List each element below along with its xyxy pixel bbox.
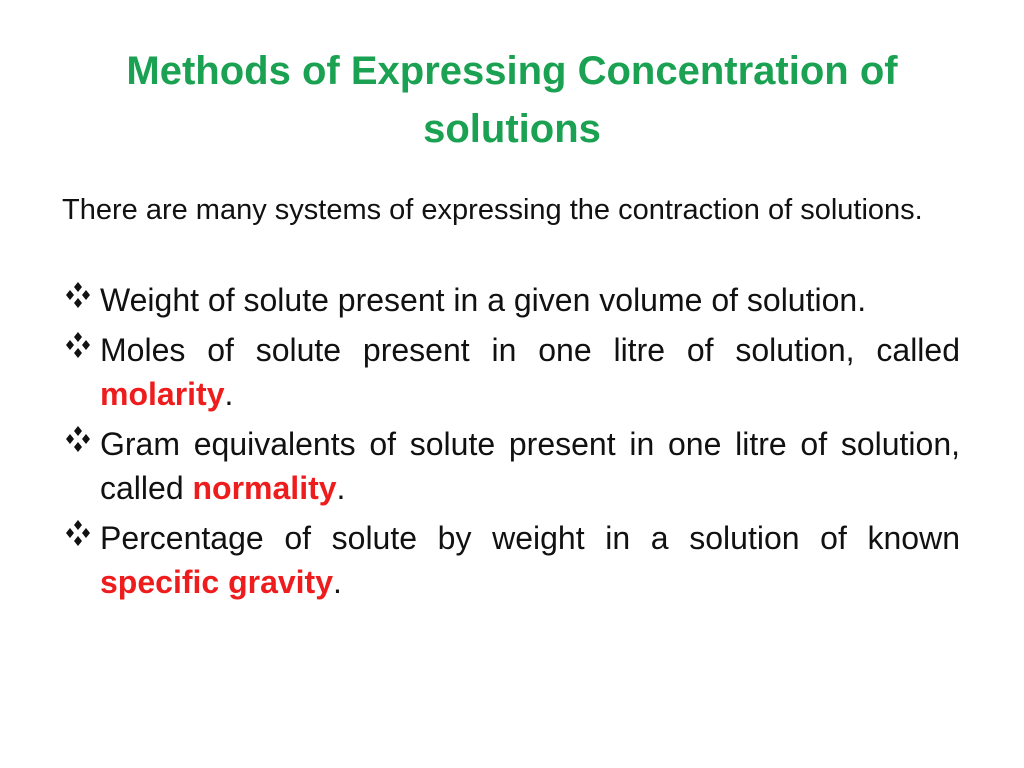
four-diamond-bullet-icon bbox=[62, 280, 94, 312]
bullet-text-end: . bbox=[336, 470, 346, 506]
four-diamond-bullet-icon bbox=[62, 424, 94, 456]
bullet-text-end: . bbox=[333, 564, 342, 600]
bullet-item-weight bbox=[62, 278, 960, 322]
bullet-text: Gram equivalents of solute present in one litre of solution, called bbox=[100, 426, 960, 506]
slide-title: Methods of Expressing Concentration of solutions bbox=[126, 49, 898, 151]
bullet-item-percentage bbox=[62, 516, 960, 604]
bullet-text: Weight of solute present in a given volume of solution. bbox=[100, 282, 867, 318]
intro-paragraph: There are many systems of expressing the contraction of solutions. bbox=[62, 194, 923, 226]
four-diamond-bullet-icon bbox=[62, 330, 94, 362]
bullet-text: Moles of solute present in one litre of solution, called bbox=[100, 332, 960, 368]
four-diamond-bullet-icon bbox=[62, 518, 94, 550]
highlight-term-specific-gravity: specific gravity bbox=[100, 564, 333, 600]
bullet-item-normality bbox=[62, 422, 960, 510]
bullet-text-end: . bbox=[224, 376, 234, 412]
bullet-text: Percentage of solute by weight in a solution of known bbox=[100, 520, 960, 556]
bullet-item-molarity bbox=[62, 328, 960, 416]
highlight-term-molarity: molarity bbox=[100, 376, 225, 412]
highlight-term-normality: normality bbox=[192, 470, 337, 506]
bullet-list bbox=[62, 278, 960, 610]
